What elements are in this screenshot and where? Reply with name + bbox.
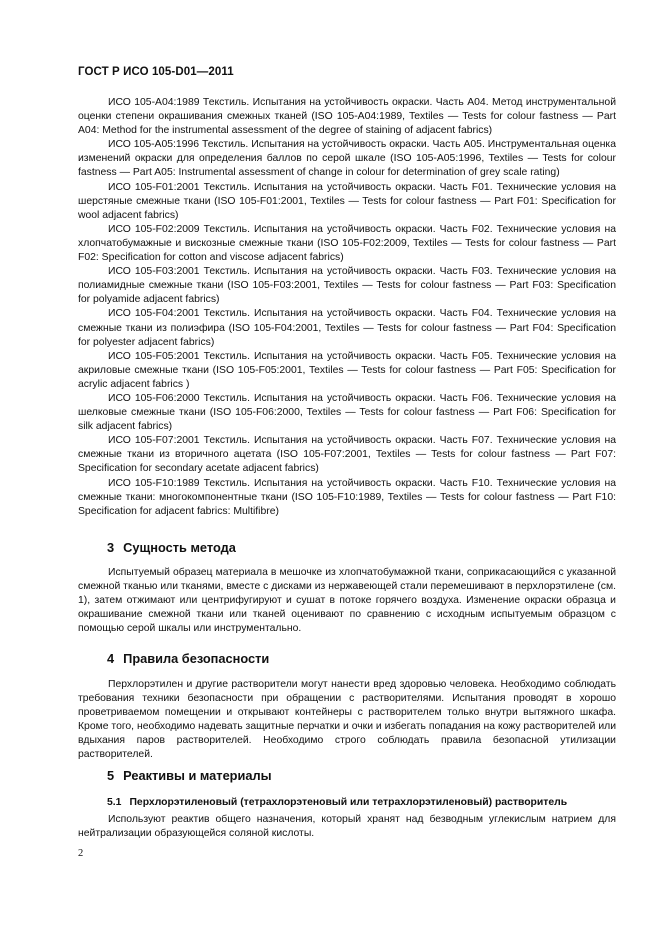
reference-item: ИСО 105-F04:2001 Текстиль. Испытания на устойчивость окраски. Часть F04. Технические условия на смежные ткани из полиэфира (ISO 105-F04:2001, Textiles — Tests for colour fastness — Part F04: Specification for polyester adjacent fabrics) (78, 308, 616, 348)
reference-item: ИСО 105-F10:1989 Текстиль. Испытания на устойчивость окраски. Часть F10. Технические условия на смежные ткани: многокомпонентные ткани (ISO 105-F10:1989, Textiles — Tests for colour fastness — Part F10: Specification for adjacent fabrics: Multifibre) (78, 477, 616, 517)
reference-item: ИСО 105-F01:2001 Текстиль. Испытания на устойчивость окраски. Часть F01. Технические условия на шерстяные смежные ткани (ISO 105-F01:2001, Textiles — Tests for colour fastness — Part F01: Specification for wool adjacent fabrics) (78, 181, 616, 221)
section-title: Реактивы и материалы (123, 768, 272, 783)
section-title: Сущность метода (123, 540, 236, 555)
reference-item: ИСО 105-F02:2009 Текстиль. Испытания на устойчивость окраски. Часть F02. Технические условия на хлопчатобумажные и вискозные смежные ткани (ISO 105-F02:2009, Textiles — Tests for colour fastness — Part F02: Specification for cotton and viscose adjacent fabrics) (78, 223, 616, 264)
section-number: 3 (107, 540, 115, 555)
section-number: 4 (107, 651, 115, 666)
section-heading (107, 768, 272, 783)
section-body (78, 678, 616, 763)
subsection-title: Перхлорэтиленовый (тетрахлорэтеновый или тетрахлорэтиленовый) растворитель (129, 797, 568, 808)
section-body (78, 566, 616, 636)
page-number: 2 (78, 848, 84, 859)
subsection-heading (107, 797, 567, 808)
document-header: ГОСТ Р ИСО 105-D01—2011 (78, 66, 234, 78)
normative-references (78, 96, 616, 519)
section-paragraph: Перхлорэтилен и другие растворители могут нанести вред здоровью человека. Необходимо соблюдать требования техники безопасности при обращении с растворителями. Испытания проводят в хорошо проветриваемом помещении и открывают контейнеры с растворителем только внутри вытяжного шкафа. Кроме того, необходимо надевать защитные перчатки и очки и избегать попадания на кожу растворителей или вдыхания паров растворителей. Необходимо строго соблюдать правила безопасной утилизации растворителей. (78, 679, 616, 761)
section-paragraph: Испытуемый образец материала в мешочке из хлопчатобумажной ткани, соприкасающийся с указанной смежной тканью или тканями, вместе с дисками из нержавеющей стали перемешивают в перхлорэтилене (см. 1), затем отжимают или центрифугируют и сушат в потоке горячего воздуха. Изменение окраски образца и окрашивание смежной ткани или тканей оценивают по сравнению с исходным испытуемым образцом с помощью серой шкалы или инструментально. (78, 567, 616, 635)
section-heading (107, 540, 236, 555)
subsection-number: 5.1 (107, 797, 122, 808)
reference-item: ИСО 105-A05:1996 Текстиль. Испытания на устойчивость окраски. Часть А05. Инструментальная оценка изменений окраски для определения баллов по серой шкале (ISO 105-A05:1996, Textiles — Tests for colour fastness — Part A05: Instrumental assessment of change in colour for determination of grey scale rating) (78, 139, 616, 179)
section-title: Правила безопасности (123, 651, 270, 666)
section-number: 5 (107, 768, 115, 783)
section-heading (107, 651, 269, 666)
reference-item: ИСО 105-F06:2000 Текстиль. Испытания на устойчивость окраски. Часть F06. Технические условия на шелковые смежные ткани (ISO 105-F06:2000, Textiles — Tests for colour fastness — Part F06: Specification for silk adjacent fabrics) (78, 392, 616, 433)
reference-item: ИСО 105-F03:2001 Текстиль. Испытания на устойчивость окраски. Часть F03. Технические условия на полиамидные смежные ткани (ISO 105-F03:2001, Textiles — Tests for colour fastness — Part F03: Specification for polyamide adjacent fabrics) (78, 266, 616, 306)
reference-item: ИСО 105-F07:2001 Текстиль. Испытания на устойчивость окраски. Часть F07. Технические условия на смежные ткани из вторичного ацетата (ISO 105-F07:2001, Textiles — Tests for colour fastness — Part F07: Specification for secondary acetate adjacent fabrics) (78, 435, 616, 475)
section-body (78, 813, 616, 841)
reference-item: ИСО 105-F05:2001 Текстиль. Испытания на устойчивость окраски. Часть F05. Технические условия на акриловые смежные ткани (ISO 105-F05:2001, Textiles — Tests for colour fastness — Part F05: Specification for acrylic adjacent fabrics ) (78, 350, 616, 390)
section-paragraph: Используют реактив общего назначения, который хранят над безводным углекислым натрием для нейтрализации образующейся соляной кислоты. (78, 814, 616, 840)
reference-item: ИСО 105-A04:1989 Текстиль. Испытания на устойчивость окраски. Часть А04. Метод инструментальной оценки степени окрашивания смежных тканей (ISO 105-A04:1989, Textiles — Tests for colour fastness — Part A04: Method for the instrumental assessment of the degree of staining of adjacent fabrics) (78, 97, 616, 137)
